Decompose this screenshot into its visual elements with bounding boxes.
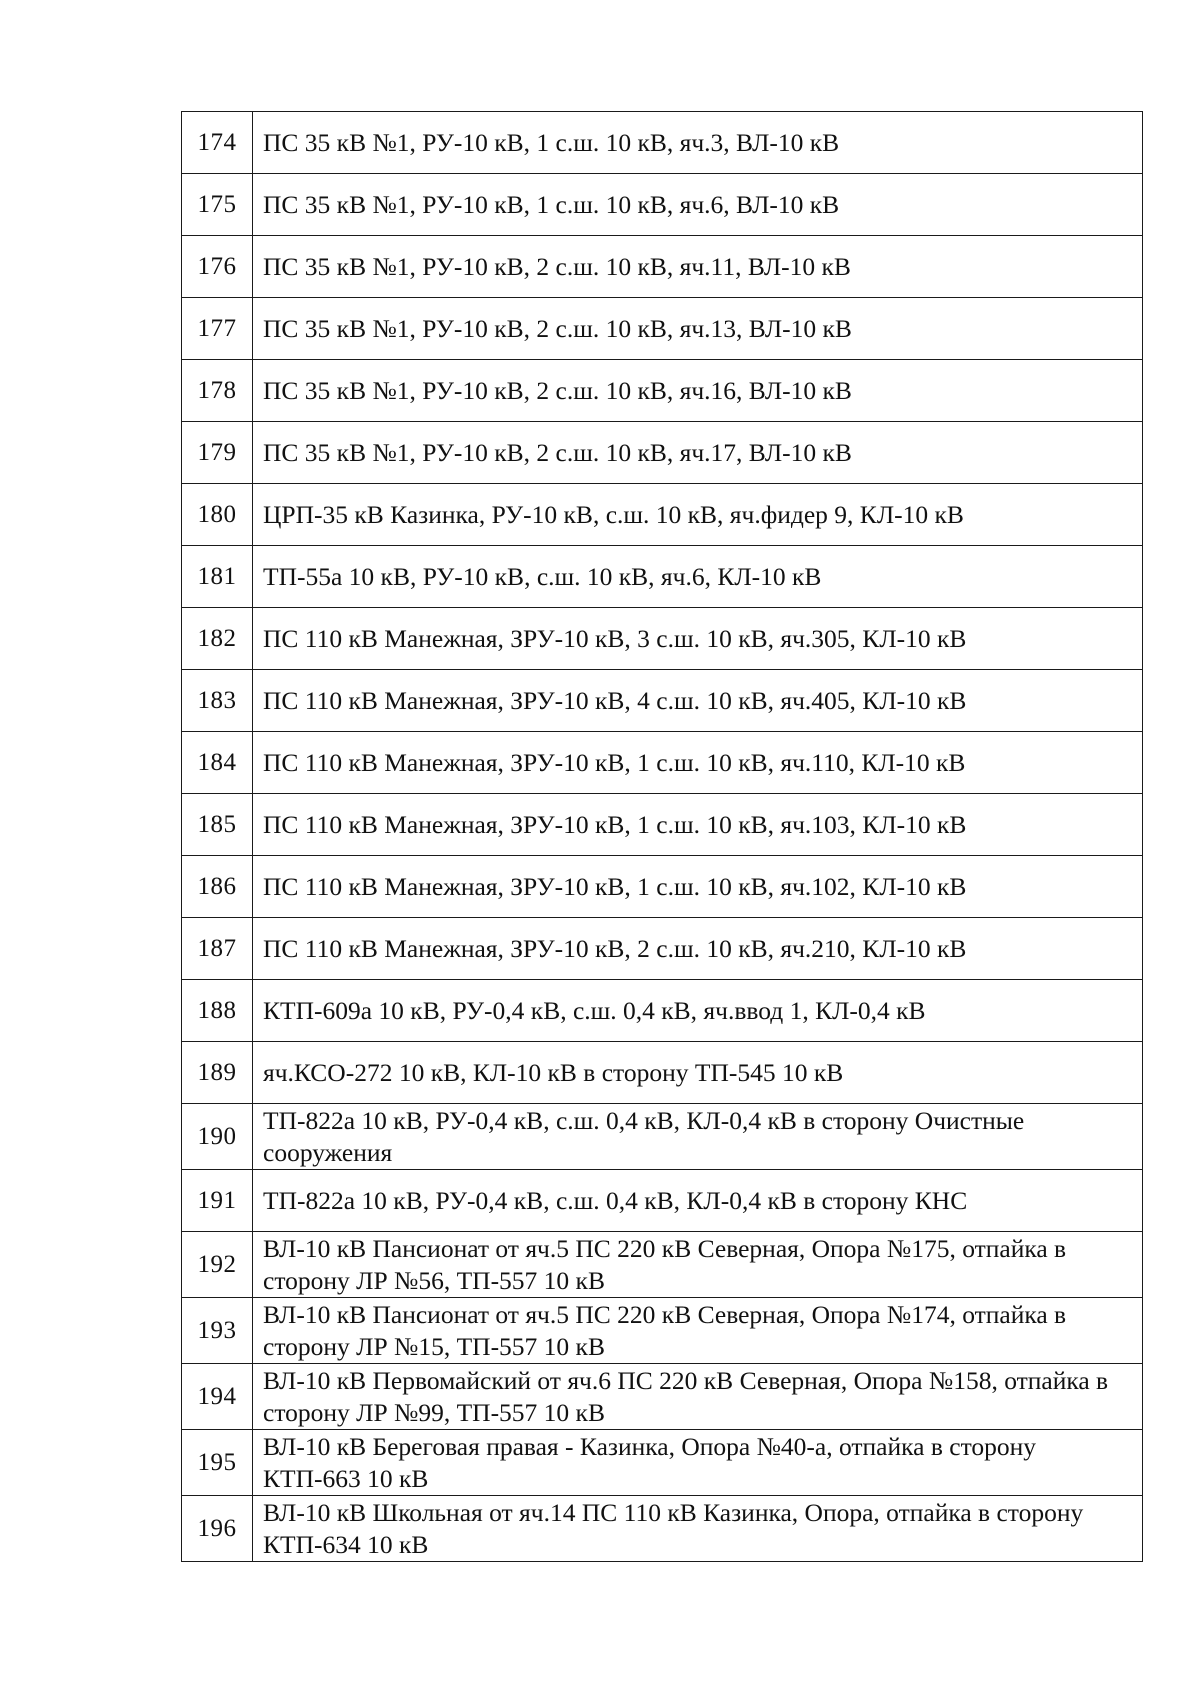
row-number: 196: [182, 1496, 253, 1562]
table-row: [182, 546, 1143, 608]
row-number: 175: [182, 174, 253, 236]
row-description: яч.КСО-272 10 кВ, КЛ-10 кВ в сторону ТП-545 10 кВ: [253, 1042, 1143, 1104]
row-description: ПС 110 кВ Манежная, ЗРУ-10 кВ, 4 с.ш. 10 кВ, яч.405, КЛ-10 кВ: [253, 670, 1143, 732]
row-number: 176: [182, 236, 253, 298]
row-description: ЦРП-35 кВ Казинка, РУ-10 кВ, с.ш. 10 кВ, яч.фидер 9, КЛ-10 кВ: [253, 484, 1143, 546]
row-description: ПС 35 кВ №1, РУ-10 кВ, 2 с.ш. 10 кВ, яч.17, ВЛ-10 кВ: [253, 422, 1143, 484]
row-number: 187: [182, 918, 253, 980]
row-description: ВЛ-10 кВ Первомайский от яч.6 ПС 220 кВ Северная, Опора №158, отпайка в сторону ЛР №99, ТП-557 10 кВ: [253, 1364, 1143, 1430]
table-row: [182, 1104, 1143, 1170]
table-row: [182, 112, 1143, 174]
row-number: 186: [182, 856, 253, 918]
row-description: ПС 35 кВ №1, РУ-10 кВ, 2 с.ш. 10 кВ, яч.13, ВЛ-10 кВ: [253, 298, 1143, 360]
row-description: ТП-822а 10 кВ, РУ-0,4 кВ, с.ш. 0,4 кВ, КЛ-0,4 кВ в сторону КНС: [253, 1170, 1143, 1232]
row-number: 179: [182, 422, 253, 484]
row-number: 194: [182, 1364, 253, 1430]
table-row: [182, 1042, 1143, 1104]
row-number: 195: [182, 1430, 253, 1496]
row-description: ПС 35 кВ №1, РУ-10 кВ, 1 с.ш. 10 кВ, яч.3, ВЛ-10 кВ: [253, 112, 1143, 174]
row-number: 193: [182, 1298, 253, 1364]
row-number: 180: [182, 484, 253, 546]
table-row: [182, 1232, 1143, 1298]
row-number: 183: [182, 670, 253, 732]
table-row: [182, 918, 1143, 980]
row-description: ТП-822а 10 кВ, РУ-0,4 кВ, с.ш. 0,4 кВ, КЛ-0,4 кВ в сторону Очистные сооружения: [253, 1104, 1143, 1170]
table-row: [182, 236, 1143, 298]
table-row: [182, 298, 1143, 360]
table-row: [182, 980, 1143, 1042]
table-row: [182, 174, 1143, 236]
row-number: 192: [182, 1232, 253, 1298]
table-row: [182, 794, 1143, 856]
table-row: [182, 484, 1143, 546]
table-row: [182, 422, 1143, 484]
table-row: [182, 1496, 1143, 1562]
row-description: ПС 35 кВ №1, РУ-10 кВ, 2 с.ш. 10 кВ, яч.16, ВЛ-10 кВ: [253, 360, 1143, 422]
row-number: 174: [182, 112, 253, 174]
table-row: [182, 1364, 1143, 1430]
table-row: [182, 856, 1143, 918]
row-description: ПС 110 кВ Манежная, ЗРУ-10 кВ, 2 с.ш. 10 кВ, яч.210, КЛ-10 кВ: [253, 918, 1143, 980]
table-row: [182, 1170, 1143, 1232]
row-description: ВЛ-10 кВ Береговая правая - Казинка, Опора №40-а, отпайка в сторону КТП-663 10 кВ: [253, 1430, 1143, 1496]
row-number: 184: [182, 732, 253, 794]
row-number: 177: [182, 298, 253, 360]
row-description: ВЛ-10 кВ Пансионат от яч.5 ПС 220 кВ Северная, Опора №175, отпайка в сторону ЛР №56, ТП-557 10 кВ: [253, 1232, 1143, 1298]
table-row: [182, 1298, 1143, 1364]
row-description: ПС 35 кВ №1, РУ-10 кВ, 2 с.ш. 10 кВ, яч.11, ВЛ-10 кВ: [253, 236, 1143, 298]
row-description: ВЛ-10 кВ Пансионат от яч.5 ПС 220 кВ Северная, Опора №174, отпайка в сторону ЛР №15, ТП-557 10 кВ: [253, 1298, 1143, 1364]
row-number: 185: [182, 794, 253, 856]
table-row: [182, 360, 1143, 422]
row-description: ВЛ-10 кВ Школьная от яч.14 ПС 110 кВ Казинка, Опора, отпайка в сторону КТП-634 10 кВ: [253, 1496, 1143, 1562]
row-number: 190: [182, 1104, 253, 1170]
row-description: ПС 110 кВ Манежная, ЗРУ-10 кВ, 1 с.ш. 10 кВ, яч.110, КЛ-10 кВ: [253, 732, 1143, 794]
row-number: 181: [182, 546, 253, 608]
table-row: [182, 608, 1143, 670]
row-description: ТП-55а 10 кВ, РУ-10 кВ, с.ш. 10 кВ, яч.6, КЛ-10 кВ: [253, 546, 1143, 608]
table-row: [182, 1430, 1143, 1496]
row-number: 191: [182, 1170, 253, 1232]
row-description: ПС 110 кВ Манежная, ЗРУ-10 кВ, 1 с.ш. 10 кВ, яч.103, КЛ-10 кВ: [253, 794, 1143, 856]
row-number: 188: [182, 980, 253, 1042]
table-row: [182, 732, 1143, 794]
table-row: [182, 670, 1143, 732]
row-description: ПС 35 кВ №1, РУ-10 кВ, 1 с.ш. 10 кВ, яч.6, ВЛ-10 кВ: [253, 174, 1143, 236]
row-description: КТП-609а 10 кВ, РУ-0,4 кВ, с.ш. 0,4 кВ, яч.ввод 1, КЛ-0,4 кВ: [253, 980, 1143, 1042]
row-description: ПС 110 кВ Манежная, ЗРУ-10 кВ, 3 с.ш. 10 кВ, яч.305, КЛ-10 кВ: [253, 608, 1143, 670]
row-number: 182: [182, 608, 253, 670]
row-number: 189: [182, 1042, 253, 1104]
row-description: ПС 110 кВ Манежная, ЗРУ-10 кВ, 1 с.ш. 10 кВ, яч.102, КЛ-10 кВ: [253, 856, 1143, 918]
substation-list-table: [181, 111, 1143, 1562]
row-number: 178: [182, 360, 253, 422]
